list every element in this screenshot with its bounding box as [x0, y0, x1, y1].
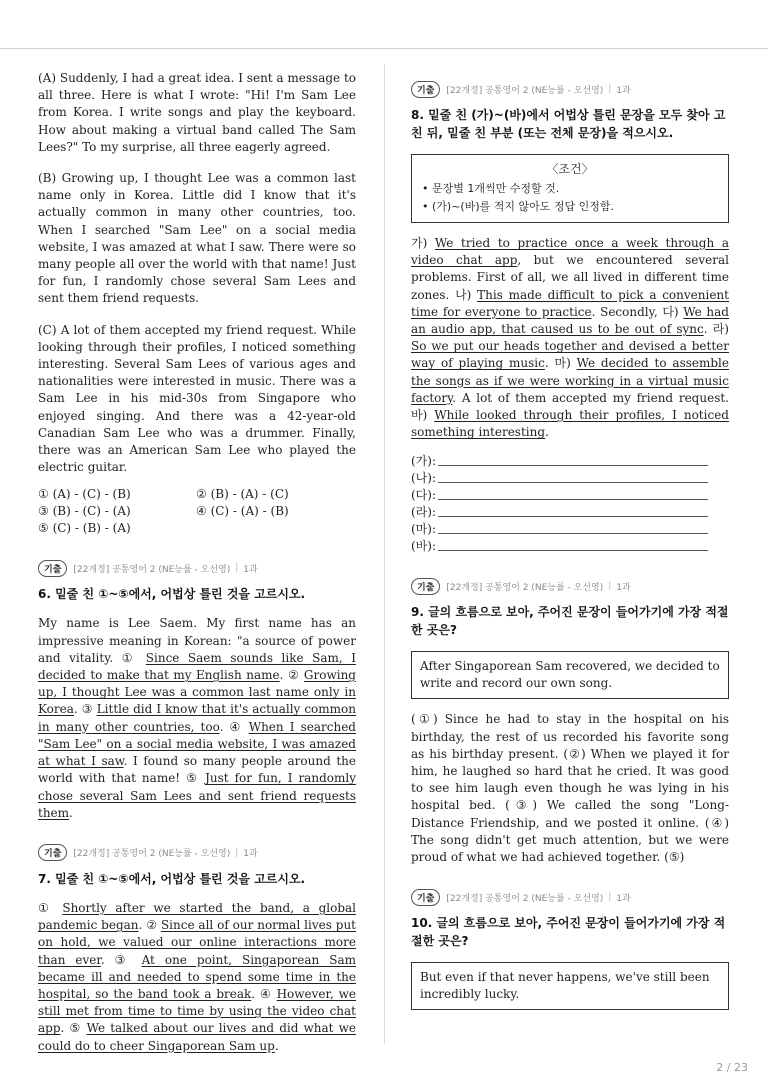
q7-underline-2: Since all of our normal lives put on hold, we valued our online interactions more than ever — [38, 918, 356, 967]
page-number: 2 / 23 — [716, 1061, 748, 1074]
q8-blank-ra[interactable]: (라): — [411, 504, 729, 521]
column-divider — [384, 64, 385, 1044]
q9-lesson: 1과 — [616, 582, 631, 593]
q6-tagline: 기출 [22개정] 공통영어 2 (NE능률 - 오선영) | 1과 — [38, 559, 356, 577]
q10-title: 10. 글의 흐름으로 보아, 주어진 문장이 들어가기에 가장 적절한 곳은? — [411, 916, 726, 949]
q8-section — [411, 80, 729, 555]
right-column — [411, 80, 729, 1010]
q8-blank-na[interactable]: (나): — [411, 470, 729, 487]
q8-passage: 가) We tried to practice once a week through a video chat app, but we encountered several problems. First of all, we all lived in different time zones. 나) This made difficult to pick a convenient time for everyone to practice. Secondly, 다) We had an audio app, that caused us to be out of sync. 라) So we put our heads together and devised a better way of playing music. 마) We decided to assemble the songs as if we were working in a virtual music factory. A lot of them accepted my friend request. 바) While looked through their profiles, I noticed something interesting. — [411, 236, 729, 440]
q9-tagline: 기출 [22개정] 공통영어 2 (NE능률 - 오선영) | 1과 — [411, 577, 729, 595]
q8-tag: 기출 — [411, 81, 440, 98]
q6-underline-4: When I searched "Sam Lee" on a social media website, I was amazed at what I saw — [38, 719, 356, 769]
q8-conditions-title: 〈조건〉 — [546, 162, 594, 176]
q5-passage-c: (C) A lot of them accepted my friend request. While looking through their profiles, I noticed something interesting. Several Sam Lees of various ages and nationalities were interested in music. There was a Sam Lee in his mid-30s from Singapore who enjoyed singing. And there was a 42-year-old Canadian Sam Lee who was a drummer. Finally, there was an American Sam Lee who played the electric guitar. — [38, 322, 356, 475]
q10-source: [22개정] 공통영어 2 (NE능률 - 오선영) — [446, 893, 604, 904]
q7-passage: ① Shortly after we started the band, a global pandemic began. ② Since all of our normal lives put on hold, we valued our online interactions more than ever. ③ At one point, Singaporean Sam became ill and needed to spend some time in the hospital, so the band took a break. ④ However, we still met from time to time by using the video chat app. ⑤ We talked about our lives and did what we could do to cheer Singaporean Sam up. — [38, 900, 356, 1053]
q9-source: [22개정] 공통영어 2 (NE능률 - 오선영) — [446, 582, 604, 593]
q5-option-4[interactable]: ④ (C) - (A) - (B) — [196, 504, 289, 519]
q10-tag: 기출 — [411, 889, 440, 906]
q8-lesson: 1과 — [616, 85, 631, 96]
q6-underline-1: Since Saem sounds like Sam, I decided to make that my English name — [38, 650, 356, 683]
q7-lesson: 1과 — [243, 849, 258, 860]
q8-blank-da[interactable]: (다): — [411, 487, 729, 504]
header-rule — [0, 48, 768, 49]
q8-condition-2: • (가)~(바)를 적지 않아도 정답 인정함. — [420, 198, 720, 216]
q6-passage: My name is Lee Saem. My first name has an impressive meaning in Korean: "a source of power and vitality. ① Since Saem sounds like Sam, I decided to make that my English name. ② Growing up, I thought Lee was a common last name only in Korea. ③ Little did I know that it's actually common in many other countries, too. ④ When I searched "Sam Lee" on a social media website, I was amazed at what I saw. I found so many people around the world with that name! ⑤ Just for fun, I randomly chose several Sam Lees and sent friend requests them. — [38, 616, 357, 820]
q5-passage-a: (A) Suddenly, I had a great idea. I sent a message to all three. Here is what I wrote: "Hi! I'm Sam Lee from Korea. I write songs and play the keyboard. How about making a virtual band called The Sam Lees?" To my surprise, all three eagerly agreed. — [38, 71, 356, 154]
q8-underline-ga: We tried to practice once a week through a video chat app — [411, 236, 729, 268]
q9-tag: 기출 — [411, 578, 440, 595]
q10-tagline: 기출 [22개정] 공통영어 2 (NE능률 - 오선영) | 1과 — [411, 888, 729, 906]
q6-underline-5: Just for fun, I randomly chose several Sam Lees and sent friend requests them — [38, 771, 356, 820]
q6-underline-3: Little did I know that it's actually common in many other countries, too — [38, 702, 356, 734]
q8-blank-ba[interactable]: (바): — [411, 538, 729, 555]
q8-underline-ba: While looked through their profiles, I noticed something interesting — [411, 408, 729, 440]
q8-underline-ma: We decided to assemble the songs as if we were working in a virtual music factory — [411, 356, 729, 405]
q10-lesson: 1과 — [616, 893, 631, 904]
q5-options — [38, 486, 356, 537]
q8-answer-blanks — [411, 453, 729, 555]
q7-underline-3: At one point, Singaporean Sam became ill and needed to spend some time in the hospital, so the band took a break — [38, 952, 356, 1001]
q9-given-sentence: After Singaporean Sam recovered, we decided to write and record our own song. — [411, 651, 729, 699]
q8-conditions-list — [420, 180, 720, 216]
left-column — [38, 70, 356, 1055]
q7-tag: 기출 — [38, 844, 67, 861]
q8-condition-1: • 문장별 1개씩만 수정할 것. — [420, 180, 720, 198]
q6-section — [38, 559, 356, 821]
q8-tagline: 기출 [22개정] 공통영어 2 (NE능률 - 오선영) | 1과 — [411, 80, 729, 98]
q8-blank-ga[interactable]: (가): — [411, 453, 729, 470]
q10-section — [411, 888, 729, 1010]
q5-option-5[interactable]: ⑤ (C) - (B) - (A) — [38, 521, 131, 536]
q7-underline-1: Shortly after we started the band, a global pandemic began — [38, 900, 356, 933]
q9-section — [411, 577, 729, 866]
q5-passage-b: (B) Growing up, I thought Lee was a common last name only in Korea. Little did I know that it's actually common in many other countries, too. When I searched "Sam Lee" on a social media website, I was amazed at what I saw. There were so many people all over the world with that name! Just for fun, I randomly chose several Sam Lees and sent them friend requests. — [38, 171, 356, 306]
q7-underline-4: However, we still met from time to time by using the video chat app — [38, 986, 356, 1036]
q8-underline-ra: So we put our heads together and devised a better way of playing music — [411, 339, 729, 371]
q7-section — [38, 844, 356, 1055]
q6-source: [22개정] 공통영어 2 (NE능률 - 오선영) — [73, 564, 231, 575]
q6-tag: 기출 — [38, 560, 67, 577]
q9-title: 9. 글의 흐름으로 보아, 주어진 문장이 들어가기에 가장 적절한 곳은? — [411, 605, 729, 638]
q8-underline-da: We had an audio app, that caused us to be out of sync — [411, 304, 729, 337]
q6-underline-2: Growing up, I thought Lee was a common last name only in Korea — [38, 668, 356, 717]
q9-passage: (①) Since he had to stay in the hospital on his birthday, the rest of us recorded his favorite song as his birthday present. (②) When we played it for him, he laughed so hard that he cried. It was good to see him laugh even though he was lying in his hospital bed. (③) We called the song "Long-Distance Friendship, and we posted it online. (④) The song didn't get much attention, but we were proud of what we had achieved together. (⑤) — [411, 712, 729, 865]
q7-tagline: 기출 [22개정] 공통영어 2 (NE능률 - 오선영) | 1과 — [38, 844, 356, 862]
q10-given-sentence: But even if that never happens, we've still been incredibly lucky. — [411, 962, 729, 1010]
q7-underline-5: We talked about our lives and did what we could do to cheer Singaporean Sam up — [38, 1021, 356, 1053]
q6-title: 6. 밑줄 친 ①~⑤에서, 어법상 틀린 것을 고르시오. — [38, 587, 306, 602]
q8-title: 8. 밑줄 친 (가)~(바)에서 어법상 틀린 문장을 모두 찾아 고친 뒤, 밑줄 친 부분 (또는 전체 문장)을 적으시오. — [411, 108, 726, 140]
q8-underline-na: This made difficult to pick a convenient time for everyone to practice — [411, 287, 729, 319]
q5-option-3[interactable]: ③ (B) - (C) - (A) — [38, 504, 131, 519]
q8-source: [22개정] 공통영어 2 (NE능률 - 오선영) — [446, 85, 604, 96]
q7-title: 7. 밑줄 친 ①~⑤에서, 어법상 틀린 것을 고르시오. — [38, 871, 306, 886]
q7-source: [22개정] 공통영어 2 (NE능률 - 오선영) — [73, 849, 231, 860]
q5-option-1[interactable]: ① (A) - (C) - (B) — [38, 487, 131, 502]
q5-option-2[interactable]: ② (B) - (A) - (C) — [196, 487, 289, 502]
q8-conditions-box — [411, 154, 729, 223]
q8-blank-ma[interactable]: (마): — [411, 521, 729, 538]
q6-lesson: 1과 — [243, 564, 258, 575]
